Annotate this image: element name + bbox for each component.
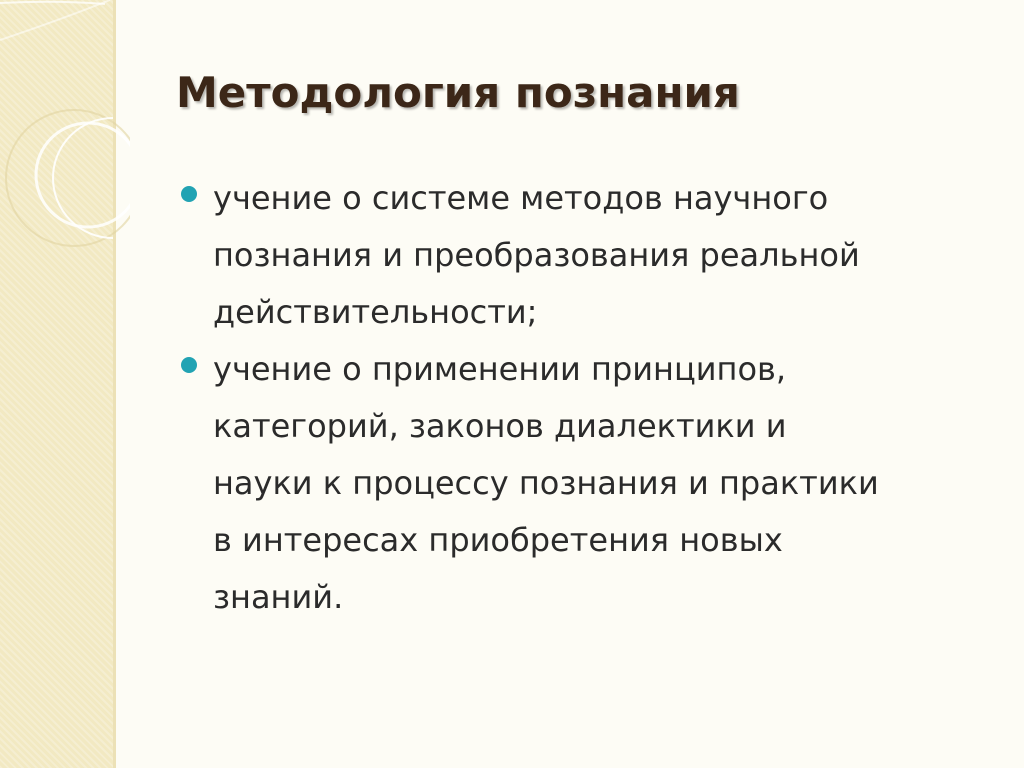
bullet-line: учение о системе методов научного: [213, 179, 829, 217]
bullet-line: действительности;: [213, 293, 538, 331]
bullet-dot-icon: [181, 186, 197, 202]
bullet-dot-icon: [181, 357, 197, 373]
bullet-line: знаний.: [213, 578, 344, 616]
bullet-line: науки к процессу познания и практики: [213, 464, 879, 502]
bullet-line: в интересах приобретения новых: [213, 521, 783, 559]
bullet-item: [181, 341, 981, 626]
bullet-line: категорий, законов диалектики и: [213, 407, 787, 445]
decorative-circles: [0, 0, 130, 260]
slide-title: Методология познания: [176, 68, 740, 117]
bullet-line: учение о применении принципов,: [213, 350, 787, 388]
bullet-list: [181, 170, 981, 626]
bullet-line: познания и преобразования реальной: [213, 236, 860, 274]
bullet-item: [181, 170, 981, 341]
